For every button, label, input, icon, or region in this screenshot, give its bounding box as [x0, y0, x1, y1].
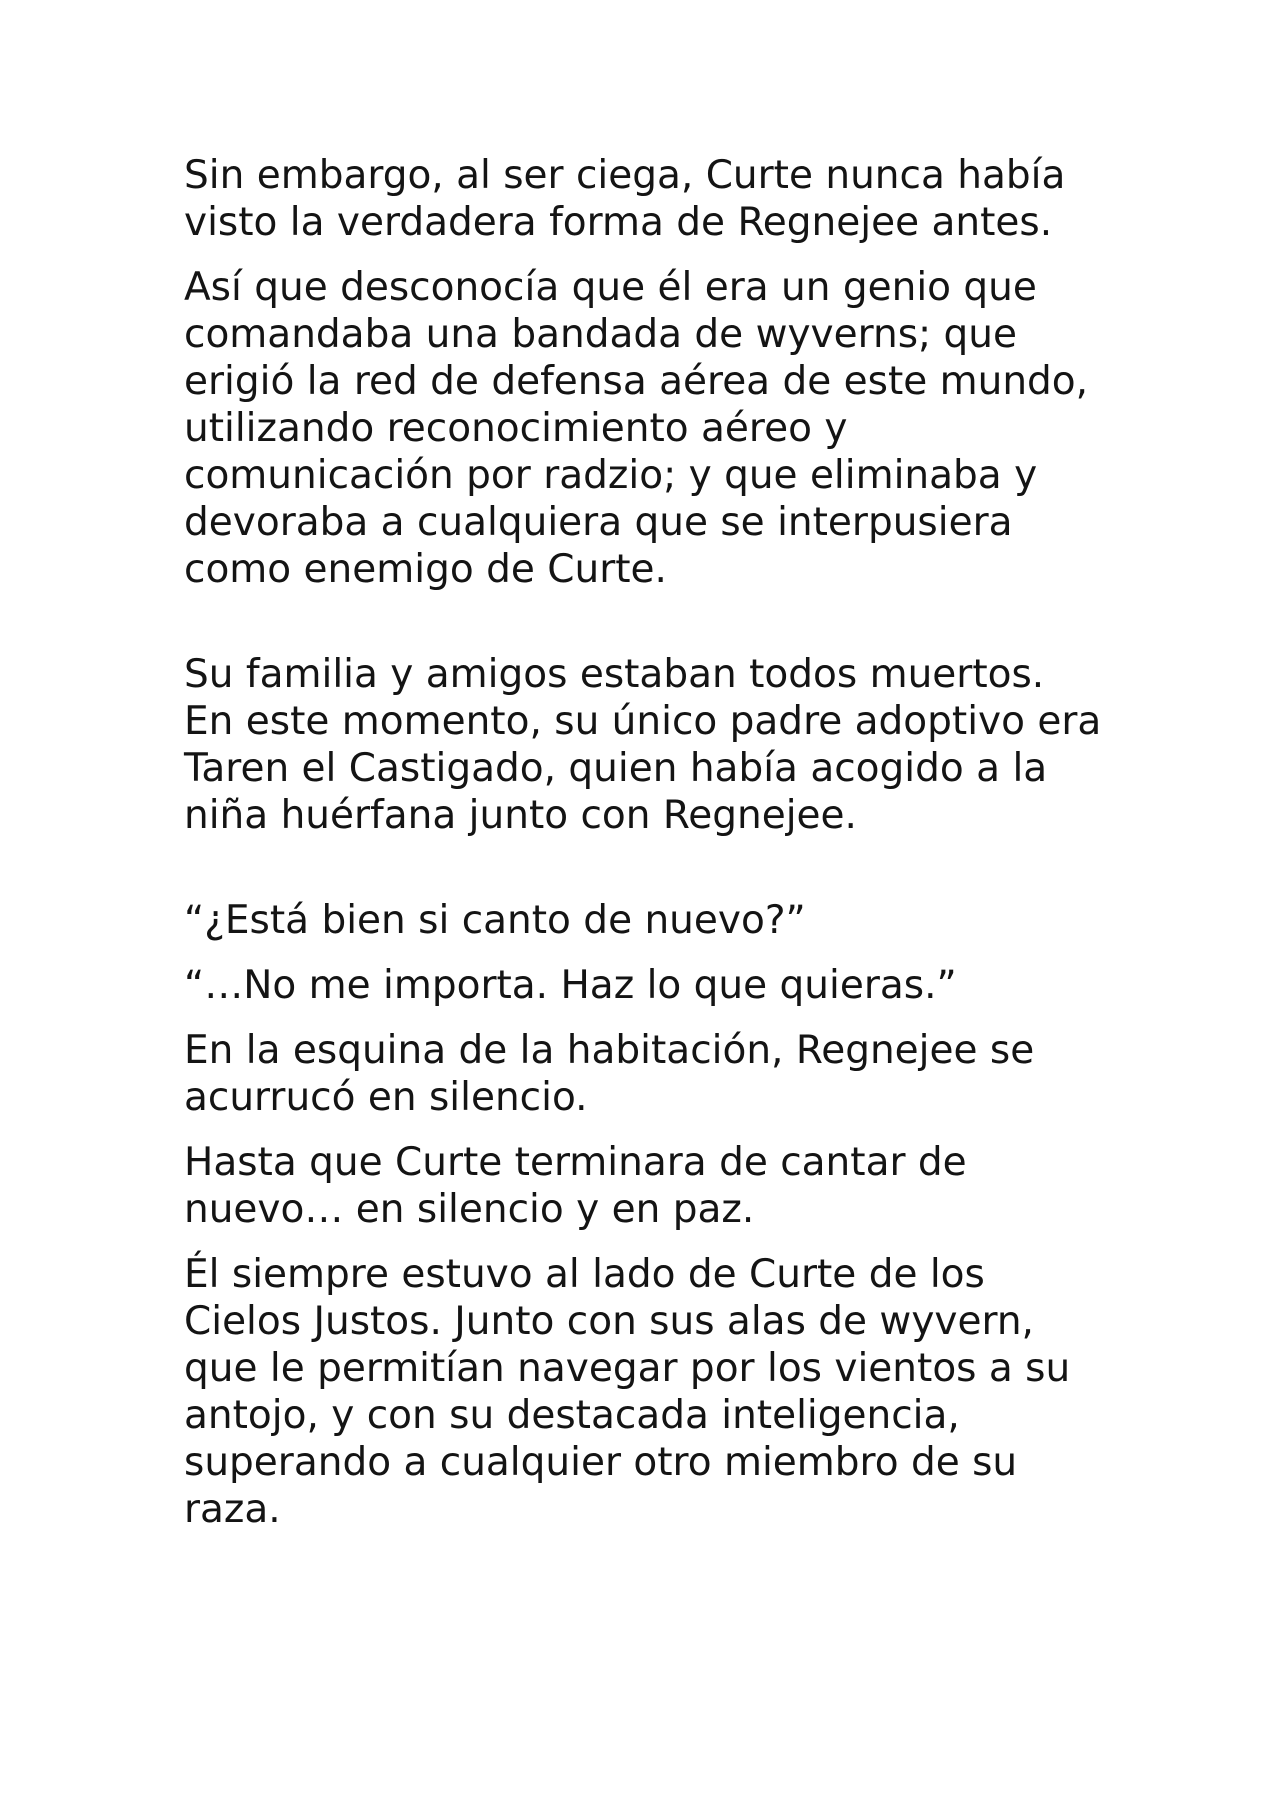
paragraph-5: Hasta que Curte terminara de cantar de nuevo… en silencio y en paz.	[184, 1140, 967, 1232]
paragraph-3: Su familia y amigos estaban todos muertos. En este momento, su único padre adoptivo era Taren el Castigado, quien había acogido a la niña huérfana junto con Regnejee.	[184, 652, 1102, 838]
dialogue-line-2: “…No me importa. Haz lo que quieras.”	[184, 963, 957, 1008]
paragraph-2: Así que desconocía que él era un genio que comandaba una bandada de wyverns; que erigió la red de defensa aérea de este mundo, utilizando reconocimiento aéreo y comunicación por radzio; y que eliminaba y devoraba a cualquiera que se interpusiera como enemigo de Curte.	[184, 265, 1089, 592]
paragraph-6: Él siempre estuvo al lado de Curte de los Cielos Justos. Junto con sus alas de wyvern, que le permitían navegar por los vientos a su antojo, y con su destacada inteligencia, superando a cualquier otro miembro de su raza.	[184, 1252, 1071, 1532]
paragraph-1: Sin embargo, al ser ciega, Curte nunca había visto la verdadera forma de Regnejee antes.	[184, 153, 1066, 245]
dialogue-line-1: “¿Está bien si canto de nuevo?”	[184, 898, 806, 943]
paragraph-4: En la esquina de la habitación, Regnejee se acurrucó en silencio.	[184, 1028, 1035, 1120]
text-body	[184, 152, 1114, 1551]
